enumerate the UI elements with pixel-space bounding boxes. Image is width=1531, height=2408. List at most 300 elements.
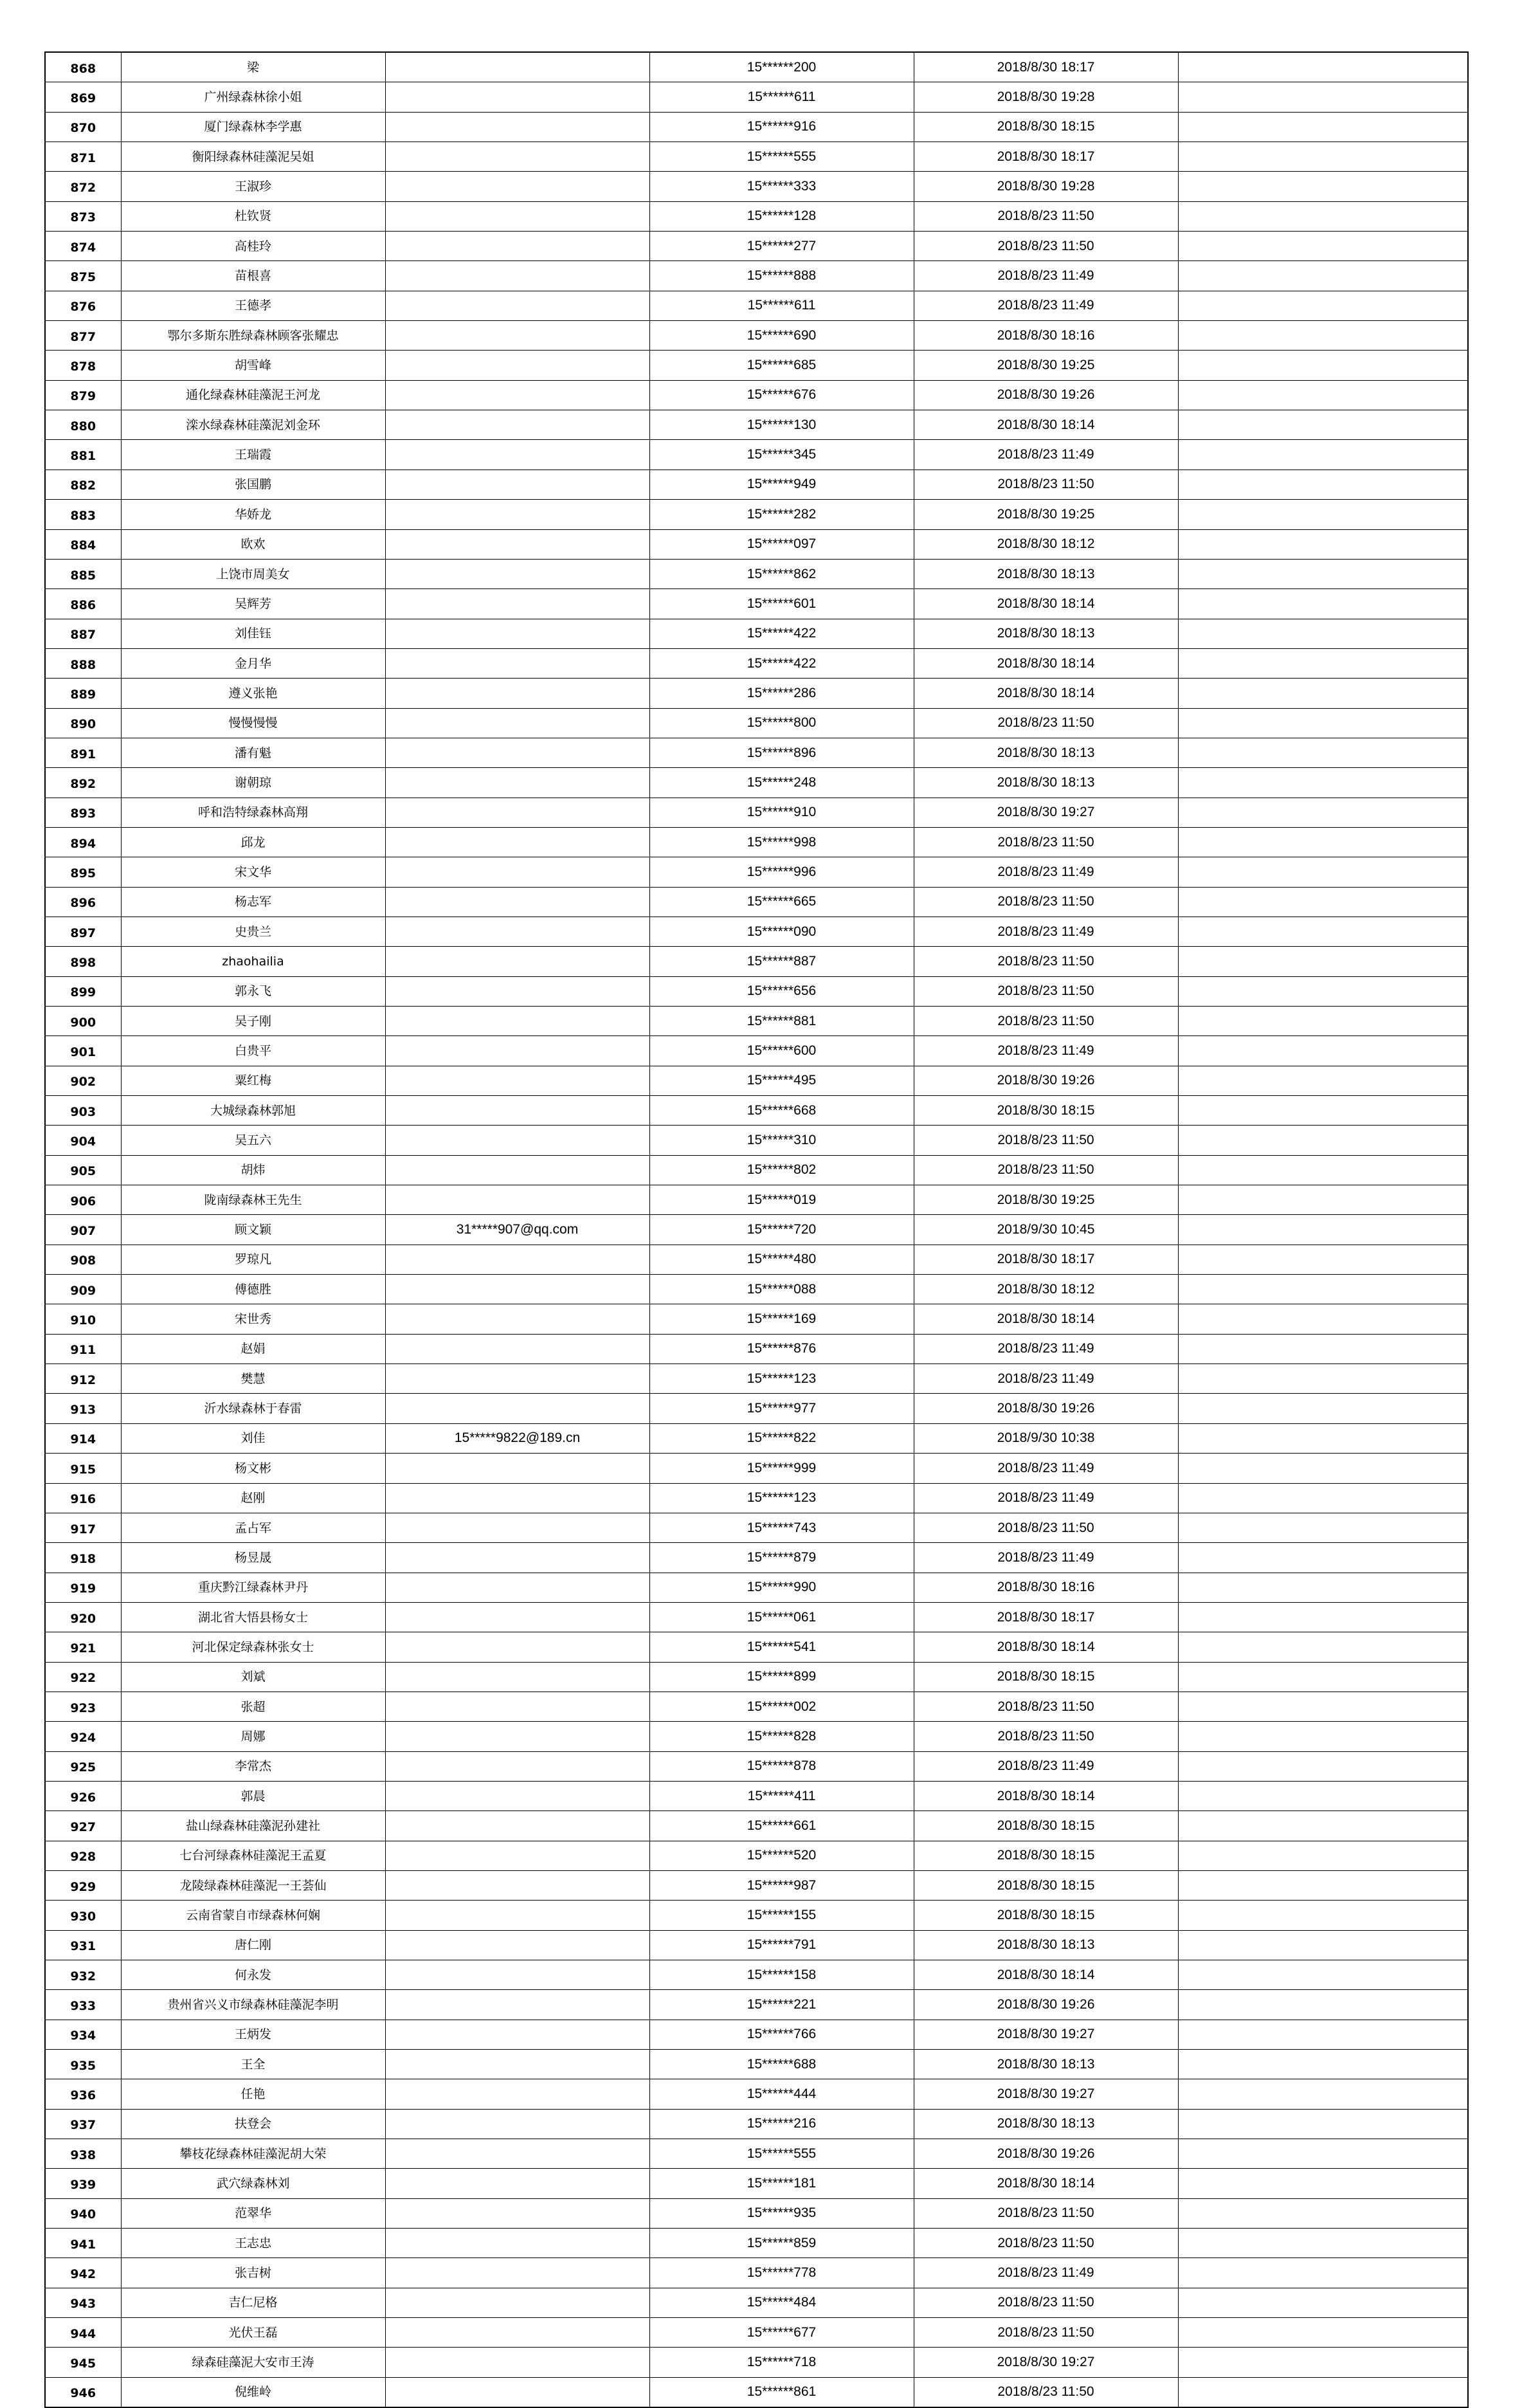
name-cell: 通化绿森林硅藻泥王河龙 [121, 380, 385, 410]
blank-cell [1178, 1483, 1468, 1513]
email-cell [385, 2377, 649, 2407]
row-number-cell: 877 [45, 321, 121, 351]
name-cell: 刘佳 [121, 1423, 385, 1453]
name-cell: 大城绿森林郭旭 [121, 1096, 385, 1126]
blank-cell [1178, 410, 1468, 440]
phone-cell: 15******910 [649, 798, 914, 827]
phone-cell: 15******861 [649, 2377, 914, 2407]
phone-cell: 15******480 [649, 1245, 914, 1274]
name-cell: 王瑞霞 [121, 440, 385, 470]
name-cell: 郭晨 [121, 1781, 385, 1811]
phone-cell: 15******778 [649, 2258, 914, 2288]
phone-cell: 15******720 [649, 1215, 914, 1245]
row-number-cell: 872 [45, 172, 121, 201]
time-cell: 2018/8/30 18:16 [914, 321, 1178, 351]
row-number-cell: 886 [45, 589, 121, 619]
table-row [45, 1334, 1468, 1364]
table-row [45, 1602, 1468, 1632]
time-cell: 2018/8/30 18:14 [914, 1304, 1178, 1334]
phone-cell: 15******411 [649, 1781, 914, 1811]
email-cell [385, 827, 649, 857]
table-row [45, 529, 1468, 559]
row-number-cell: 929 [45, 1870, 121, 1900]
email-cell [385, 2229, 649, 2258]
name-cell: 胡炜 [121, 1155, 385, 1185]
row-number-cell: 889 [45, 679, 121, 708]
name-cell: 谢朝琼 [121, 768, 385, 798]
row-number-cell: 878 [45, 351, 121, 380]
phone-cell: 15******422 [649, 619, 914, 648]
row-number-cell: 912 [45, 1364, 121, 1394]
phone-cell: 15******216 [649, 2109, 914, 2139]
email-cell [385, 142, 649, 172]
name-cell: 唐仁刚 [121, 1930, 385, 1960]
blank-cell [1178, 470, 1468, 499]
name-cell: 龙陵绿森林硅藻泥一王荟仙 [121, 1870, 385, 1900]
name-cell: 王淑珍 [121, 172, 385, 201]
email-cell [385, 351, 649, 380]
time-cell: 2018/9/30 10:45 [914, 1215, 1178, 1245]
blank-cell [1178, 1781, 1468, 1811]
row-number-cell: 882 [45, 470, 121, 499]
row-number-cell: 884 [45, 529, 121, 559]
table-row [45, 2050, 1468, 2079]
email-cell [385, 679, 649, 708]
name-cell: 杨志军 [121, 887, 385, 917]
table-row [45, 261, 1468, 291]
blank-cell [1178, 82, 1468, 112]
name-cell: 邱龙 [121, 827, 385, 857]
blank-cell [1178, 351, 1468, 380]
time-cell: 2018/8/30 18:15 [914, 1841, 1178, 1870]
blank-cell [1178, 380, 1468, 410]
phone-cell: 15******987 [649, 1870, 914, 1900]
row-number-cell: 941 [45, 2229, 121, 2258]
email-cell [385, 917, 649, 946]
email-cell [385, 1901, 649, 1930]
blank-cell [1178, 1632, 1468, 1662]
table-row [45, 2198, 1468, 2228]
time-cell: 2018/8/23 11:49 [914, 1334, 1178, 1364]
table-row [45, 1394, 1468, 1423]
name-cell: 赵娟 [121, 1334, 385, 1364]
email-cell [385, 887, 649, 917]
time-cell: 2018/8/30 18:14 [914, 1960, 1178, 1990]
row-number-cell: 930 [45, 1901, 121, 1930]
email-cell [385, 261, 649, 291]
blank-cell [1178, 738, 1468, 767]
email-cell [385, 798, 649, 827]
phone-cell: 15******822 [649, 1423, 914, 1453]
table-row [45, 917, 1468, 946]
time-cell: 2018/8/30 19:26 [914, 1990, 1178, 2020]
phone-cell: 15******766 [649, 2020, 914, 2049]
table-row [45, 1275, 1468, 1304]
time-cell: 2018/8/23 11:50 [914, 1155, 1178, 1185]
blank-cell [1178, 1394, 1468, 1423]
email-cell [385, 232, 649, 261]
row-number-cell: 923 [45, 1692, 121, 1721]
blank-cell [1178, 1841, 1468, 1870]
name-cell: 扶登会 [121, 2109, 385, 2139]
email-cell [385, 1841, 649, 1870]
blank-cell [1178, 648, 1468, 678]
blank-cell [1178, 1185, 1468, 1215]
email-cell [385, 470, 649, 499]
name-cell: 呼和浩特绿森林高翔 [121, 798, 385, 827]
row-number-cell: 895 [45, 857, 121, 887]
blank-cell [1178, 232, 1468, 261]
time-cell: 2018/8/30 18:13 [914, 559, 1178, 588]
blank-cell [1178, 1722, 1468, 1751]
blank-cell [1178, 1007, 1468, 1036]
blank-cell [1178, 1930, 1468, 1960]
email-cell [385, 2050, 649, 2079]
name-cell: 白贵平 [121, 1036, 385, 1066]
row-number-cell: 946 [45, 2377, 121, 2407]
row-number-cell: 881 [45, 440, 121, 470]
email-cell [385, 1930, 649, 1960]
phone-cell: 15******611 [649, 291, 914, 320]
email-cell [385, 976, 649, 1006]
table-row [45, 1454, 1468, 1483]
email-cell [385, 1066, 649, 1095]
name-cell: 王炳发 [121, 2020, 385, 2049]
email-cell [385, 1304, 649, 1334]
name-cell: 史贵兰 [121, 917, 385, 946]
email-cell [385, 947, 649, 976]
table-row [45, 738, 1468, 767]
row-number-cell: 925 [45, 1751, 121, 1781]
time-cell: 2018/8/30 19:25 [914, 1185, 1178, 1215]
name-cell: 衡阳绿森林硅藻泥吴姐 [121, 142, 385, 172]
blank-cell [1178, 172, 1468, 201]
table-row [45, 559, 1468, 588]
phone-cell: 15******791 [649, 1930, 914, 1960]
name-cell: 金月华 [121, 648, 385, 678]
phone-cell: 15******520 [649, 1841, 914, 1870]
phone-cell: 15******422 [649, 648, 914, 678]
name-cell: 赵刚 [121, 1483, 385, 1513]
name-cell: 华娇龙 [121, 500, 385, 529]
name-cell: 上饶市周美女 [121, 559, 385, 588]
email-cell [385, 410, 649, 440]
email-cell [385, 172, 649, 201]
phone-cell: 15******333 [649, 172, 914, 201]
name-cell: 河北保定绿森林张女士 [121, 1632, 385, 1662]
row-number-cell: 868 [45, 52, 121, 82]
table-row [45, 2079, 1468, 2109]
name-cell: 吴辉芳 [121, 589, 385, 619]
row-number-cell: 897 [45, 917, 121, 946]
time-cell: 2018/8/30 18:15 [914, 1811, 1178, 1841]
blank-cell [1178, 827, 1468, 857]
row-number-cell: 890 [45, 708, 121, 738]
blank-cell [1178, 1692, 1468, 1721]
row-number-cell: 885 [45, 559, 121, 588]
time-cell: 2018/8/30 19:26 [914, 1066, 1178, 1095]
phone-cell: 15******876 [649, 1334, 914, 1364]
name-cell: 杨文彬 [121, 1454, 385, 1483]
blank-cell [1178, 2079, 1468, 2109]
phone-cell: 15******444 [649, 2079, 914, 2109]
time-cell: 2018/8/23 11:50 [914, 201, 1178, 231]
name-cell: 攀枝花绿森林硅藻泥胡大荣 [121, 2139, 385, 2169]
blank-cell [1178, 2020, 1468, 2049]
row-number-cell: 879 [45, 380, 121, 410]
time-cell: 2018/8/23 11:50 [914, 1692, 1178, 1721]
row-number-cell: 937 [45, 2109, 121, 2139]
table-row [45, 798, 1468, 827]
name-cell: 孟占军 [121, 1513, 385, 1542]
blank-cell [1178, 2198, 1468, 2228]
time-cell: 2018/8/23 11:50 [914, 827, 1178, 857]
time-cell: 2018/8/30 18:14 [914, 1632, 1178, 1662]
time-cell: 2018/8/30 19:28 [914, 172, 1178, 201]
row-number-cell: 945 [45, 2348, 121, 2377]
phone-cell: 15******990 [649, 1573, 914, 1602]
time-cell: 2018/8/30 18:17 [914, 1602, 1178, 1632]
blank-cell [1178, 976, 1468, 1006]
name-cell: 胡雪峰 [121, 351, 385, 380]
phone-cell: 15******665 [649, 887, 914, 917]
email-cell [385, 559, 649, 588]
time-cell: 2018/8/23 11:50 [914, 1722, 1178, 1751]
table-row [45, 1364, 1468, 1394]
blank-cell [1178, 500, 1468, 529]
phone-cell: 15******277 [649, 232, 914, 261]
phone-cell: 15******949 [649, 470, 914, 499]
phone-cell: 15******088 [649, 1275, 914, 1304]
time-cell: 2018/8/23 11:49 [914, 857, 1178, 887]
time-cell: 2018/8/23 11:49 [914, 440, 1178, 470]
blank-cell [1178, 2050, 1468, 2079]
email-cell [385, 1454, 649, 1483]
phone-cell: 15******828 [649, 1722, 914, 1751]
blank-cell [1178, 1423, 1468, 1453]
phone-cell: 15******541 [649, 1632, 914, 1662]
row-number-cell: 919 [45, 1573, 121, 1602]
phone-cell: 15******002 [649, 1692, 914, 1721]
name-cell: 杨昱晟 [121, 1543, 385, 1573]
row-number-cell: 876 [45, 291, 121, 320]
name-cell: 王全 [121, 2050, 385, 2079]
row-number-cell: 871 [45, 142, 121, 172]
table-row [45, 1930, 1468, 1960]
phone-cell: 15******887 [649, 947, 914, 976]
email-cell [385, 2288, 649, 2317]
email-cell [385, 1662, 649, 1692]
table-row [45, 172, 1468, 201]
blank-cell [1178, 1454, 1468, 1483]
email-cell [385, 1007, 649, 1036]
email-cell [385, 2348, 649, 2377]
email-cell [385, 708, 649, 738]
time-cell: 2018/8/23 11:50 [914, 887, 1178, 917]
table-row [45, 1841, 1468, 1870]
phone-cell: 15******888 [649, 261, 914, 291]
phone-cell: 15******123 [649, 1483, 914, 1513]
table-row [45, 976, 1468, 1006]
email-cell [385, 2198, 649, 2228]
email-cell [385, 1870, 649, 1900]
phone-cell: 15******718 [649, 2348, 914, 2377]
row-number-cell: 926 [45, 1781, 121, 1811]
email-cell [385, 201, 649, 231]
name-cell: 刘佳钰 [121, 619, 385, 648]
name-cell: 范翠华 [121, 2198, 385, 2228]
name-cell: 苗根喜 [121, 261, 385, 291]
time-cell: 2018/8/23 11:50 [914, 1007, 1178, 1036]
row-number-cell: 933 [45, 1990, 121, 2020]
time-cell: 2018/8/30 19:27 [914, 798, 1178, 827]
email-cell [385, 1513, 649, 1542]
blank-cell [1178, 1275, 1468, 1304]
email-cell [385, 1334, 649, 1364]
email-cell [385, 648, 649, 678]
row-number-cell: 891 [45, 738, 121, 767]
email-cell [385, 1275, 649, 1304]
row-number-cell: 901 [45, 1036, 121, 1066]
blank-cell [1178, 1304, 1468, 1334]
phone-cell: 15******484 [649, 2288, 914, 2317]
row-number-cell: 910 [45, 1304, 121, 1334]
email-cell [385, 1126, 649, 1155]
email-cell [385, 500, 649, 529]
blank-cell [1178, 1751, 1468, 1781]
row-number-cell: 924 [45, 1722, 121, 1751]
row-number-cell: 903 [45, 1096, 121, 1126]
blank-cell [1178, 2258, 1468, 2288]
phone-cell: 15******862 [649, 559, 914, 588]
blank-cell [1178, 291, 1468, 320]
email-cell [385, 1185, 649, 1215]
email-cell [385, 1483, 649, 1513]
phone-cell: 15******200 [649, 52, 914, 82]
name-cell: 梁 [121, 52, 385, 82]
table-row [45, 82, 1468, 112]
email-cell [385, 768, 649, 798]
time-cell: 2018/8/30 18:14 [914, 589, 1178, 619]
table-row [45, 1573, 1468, 1602]
blank-cell [1178, 1245, 1468, 1274]
time-cell: 2018/8/30 18:15 [914, 1662, 1178, 1692]
time-cell: 2018/8/30 19:26 [914, 1394, 1178, 1423]
blank-cell [1178, 52, 1468, 82]
blank-cell [1178, 529, 1468, 559]
table-row [45, 887, 1468, 917]
time-cell: 2018/8/30 18:13 [914, 1930, 1178, 1960]
row-number-cell: 902 [45, 1066, 121, 1095]
table-row [45, 2288, 1468, 2317]
blank-cell [1178, 321, 1468, 351]
blank-cell [1178, 1334, 1468, 1364]
row-number-cell: 936 [45, 2079, 121, 2109]
blank-cell [1178, 1513, 1468, 1542]
blank-cell [1178, 1036, 1468, 1066]
row-number-cell: 918 [45, 1543, 121, 1573]
table-row [45, 1513, 1468, 1542]
blank-cell [1178, 2109, 1468, 2139]
row-number-cell: 942 [45, 2258, 121, 2288]
table-row [45, 201, 1468, 231]
name-cell: 武穴绿森林刘 [121, 2169, 385, 2198]
time-cell: 2018/8/30 18:13 [914, 2109, 1178, 2139]
table-row [45, 1722, 1468, 1751]
table-row [45, 2139, 1468, 2169]
table-row [45, 1215, 1468, 1245]
registration-table [44, 51, 1469, 2408]
time-cell: 2018/8/23 11:50 [914, 976, 1178, 1006]
row-number-cell: 880 [45, 410, 121, 440]
phone-cell: 15******555 [649, 142, 914, 172]
table-row [45, 648, 1468, 678]
table-row [45, 708, 1468, 738]
table-row [45, 589, 1468, 619]
name-cell: 广州绿森林徐小姐 [121, 82, 385, 112]
table-row [45, 619, 1468, 648]
phone-cell: 15******896 [649, 738, 914, 767]
email-cell [385, 2079, 649, 2109]
row-number-cell: 870 [45, 112, 121, 141]
row-number-cell: 907 [45, 1215, 121, 1245]
email-cell [385, 2139, 649, 2169]
time-cell: 2018/8/23 11:50 [914, 2377, 1178, 2407]
time-cell: 2018/8/23 11:50 [914, 1513, 1178, 1542]
blank-cell [1178, 947, 1468, 976]
phone-cell: 15******879 [649, 1543, 914, 1573]
name-cell: 高桂玲 [121, 232, 385, 261]
blank-cell [1178, 112, 1468, 141]
table-row [45, 1901, 1468, 1930]
table-row [45, 440, 1468, 470]
name-cell: 盐山绿森林硅藻泥孙建社 [121, 1811, 385, 1841]
row-number-cell: 874 [45, 232, 121, 261]
row-number-cell: 940 [45, 2198, 121, 2228]
blank-cell [1178, 1662, 1468, 1692]
blank-cell [1178, 559, 1468, 588]
email-cell [385, 1394, 649, 1423]
row-number-cell: 911 [45, 1334, 121, 1364]
phone-cell: 15******899 [649, 1662, 914, 1692]
blank-cell [1178, 1870, 1468, 1900]
table-row [45, 52, 1468, 82]
row-number-cell: 900 [45, 1007, 121, 1036]
blank-cell [1178, 708, 1468, 738]
time-cell: 2018/8/23 11:50 [914, 1126, 1178, 1155]
time-cell: 2018/8/30 18:17 [914, 1245, 1178, 1274]
name-cell: 滦水绿森林硅藻泥刘金环 [121, 410, 385, 440]
table-row [45, 291, 1468, 320]
email-cell [385, 440, 649, 470]
time-cell: 2018/8/30 18:12 [914, 529, 1178, 559]
time-cell: 2018/8/23 11:50 [914, 2198, 1178, 2228]
table-row [45, 1781, 1468, 1811]
blank-cell [1178, 857, 1468, 887]
row-number-cell: 927 [45, 1811, 121, 1841]
phone-cell: 15******668 [649, 1096, 914, 1126]
name-cell: 七台河绿森林硅藻泥王孟夏 [121, 1841, 385, 1870]
phone-cell: 15******555 [649, 2139, 914, 2169]
name-cell: 张吉树 [121, 2258, 385, 2288]
name-cell: 湖北省大悟县杨女士 [121, 1602, 385, 1632]
name-cell: 陇南绿森林王先生 [121, 1185, 385, 1215]
name-cell: 慢慢慢慢 [121, 708, 385, 738]
blank-cell [1178, 917, 1468, 946]
table-row [45, 1692, 1468, 1721]
phone-cell: 15******495 [649, 1066, 914, 1095]
blank-cell [1178, 887, 1468, 917]
